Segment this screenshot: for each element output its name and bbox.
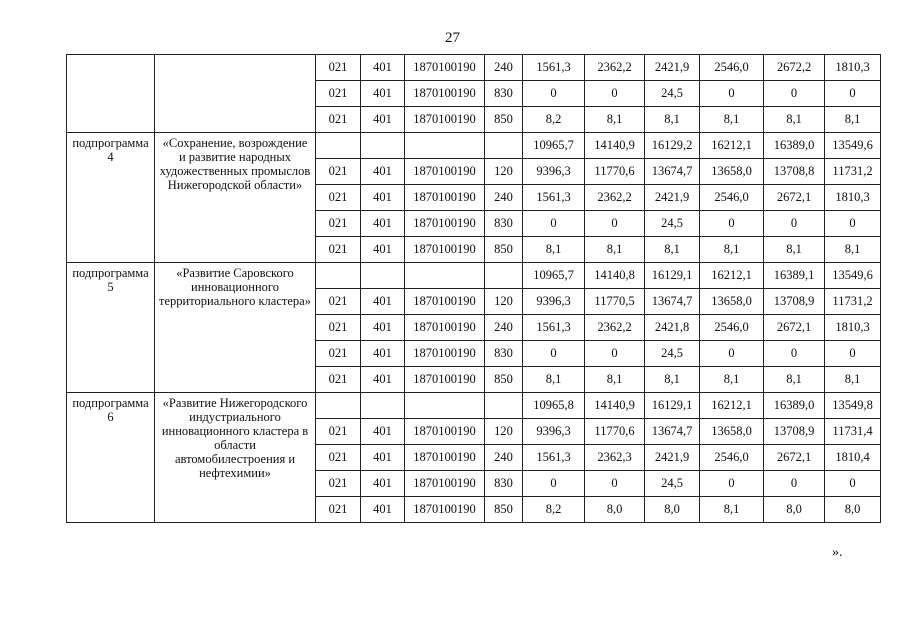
total-value-cell: 10965,8	[523, 393, 585, 419]
value-cell: 24,5	[645, 471, 700, 497]
value-cell: 24,5	[645, 81, 700, 107]
code-cell: 401	[361, 497, 405, 523]
value-cell: 2362,2	[585, 185, 645, 211]
code-cell: 021	[316, 237, 361, 263]
total-value-cell: 14140,9	[585, 133, 645, 159]
value-cell: 8,1	[645, 107, 700, 133]
code-cell: 240	[485, 55, 523, 81]
empty-cell	[361, 133, 405, 159]
value-cell: 13674,7	[645, 419, 700, 445]
code-cell: 401	[361, 445, 405, 471]
value-cell: 13658,0	[700, 419, 764, 445]
code-cell: 850	[485, 367, 523, 393]
value-cell: 11770,5	[585, 289, 645, 315]
subprogram-label: подпрограмма 4	[67, 133, 155, 263]
value-cell: 8,0	[585, 497, 645, 523]
code-cell: 401	[361, 289, 405, 315]
value-cell: 8,1	[764, 367, 825, 393]
value-cell: 11770,6	[585, 419, 645, 445]
value-cell: 0	[764, 211, 825, 237]
code-cell: 401	[361, 107, 405, 133]
table-row	[67, 55, 881, 81]
empty-cell	[361, 393, 405, 419]
value-cell: 2546,0	[700, 185, 764, 211]
value-cell: 8,2	[523, 107, 585, 133]
value-cell: 0	[825, 341, 881, 367]
value-cell: 13708,8	[764, 159, 825, 185]
code-cell: 1870100190	[405, 419, 485, 445]
empty-cell	[485, 263, 523, 289]
total-value-cell: 13549,6	[825, 263, 881, 289]
code-cell: 240	[485, 445, 523, 471]
value-cell: 2672,1	[764, 185, 825, 211]
code-cell: 401	[361, 81, 405, 107]
code-cell: 021	[316, 419, 361, 445]
code-cell: 021	[316, 81, 361, 107]
value-cell: 2362,3	[585, 445, 645, 471]
total-value-cell: 13549,8	[825, 393, 881, 419]
code-cell: 401	[361, 367, 405, 393]
value-cell: 8,0	[764, 497, 825, 523]
empty-cell	[316, 393, 361, 419]
total-value-cell: 14140,8	[585, 263, 645, 289]
value-cell: 2362,2	[585, 315, 645, 341]
value-cell: 13658,0	[700, 289, 764, 315]
value-cell: 8,1	[645, 237, 700, 263]
subprogram-name: «Развитие Саровского инновационного территориального кластера»	[155, 263, 316, 393]
value-cell: 8,2	[523, 497, 585, 523]
value-cell: 0	[585, 81, 645, 107]
value-cell: 0	[825, 81, 881, 107]
code-cell: 021	[316, 471, 361, 497]
value-cell: 8,1	[764, 237, 825, 263]
code-cell: 021	[316, 497, 361, 523]
code-cell: 240	[485, 315, 523, 341]
value-cell: 9396,3	[523, 419, 585, 445]
total-value-cell: 16389,0	[764, 133, 825, 159]
value-cell: 8,1	[585, 367, 645, 393]
value-cell: 1810,4	[825, 445, 881, 471]
value-cell: 24,5	[645, 341, 700, 367]
code-cell: 830	[485, 341, 523, 367]
code-cell: 401	[361, 315, 405, 341]
value-cell: 8,1	[825, 367, 881, 393]
code-cell: 021	[316, 159, 361, 185]
total-value-cell: 16129,2	[645, 133, 700, 159]
empty-cell	[361, 263, 405, 289]
code-cell: 401	[361, 185, 405, 211]
code-cell: 401	[361, 211, 405, 237]
code-cell: 021	[316, 367, 361, 393]
code-cell: 1870100190	[405, 367, 485, 393]
code-cell: 1870100190	[405, 107, 485, 133]
value-cell: 8,0	[825, 497, 881, 523]
subprogram-name: «Развитие Нижегородского индустриального инновационного кластера в области автомобилестроения и нефтехимии»	[155, 393, 316, 523]
code-cell: 120	[485, 159, 523, 185]
code-cell: 850	[485, 107, 523, 133]
code-cell: 401	[361, 419, 405, 445]
empty-cell	[316, 263, 361, 289]
code-cell: 401	[361, 471, 405, 497]
value-cell: 2672,1	[764, 315, 825, 341]
value-cell: 2546,0	[700, 55, 764, 81]
value-cell: 11731,2	[825, 159, 881, 185]
code-cell: 1870100190	[405, 445, 485, 471]
value-cell: 8,1	[700, 237, 764, 263]
value-cell: 2672,2	[764, 55, 825, 81]
value-cell: 1810,3	[825, 55, 881, 81]
value-cell: 8,1	[825, 237, 881, 263]
value-cell: 0	[700, 341, 764, 367]
total-value-cell: 14140,9	[585, 393, 645, 419]
code-cell: 021	[316, 445, 361, 471]
code-cell: 1870100190	[405, 185, 485, 211]
value-cell: 13658,0	[700, 159, 764, 185]
value-cell: 13708,9	[764, 419, 825, 445]
code-cell: 1870100190	[405, 159, 485, 185]
value-cell: 0	[523, 471, 585, 497]
total-value-cell: 16212,1	[700, 133, 764, 159]
value-cell: 2421,9	[645, 55, 700, 81]
value-cell: 1810,3	[825, 185, 881, 211]
value-cell: 0	[523, 341, 585, 367]
subprogram-name	[155, 55, 316, 133]
table-row-total	[67, 263, 881, 289]
total-value-cell: 16212,1	[700, 393, 764, 419]
code-cell: 021	[316, 315, 361, 341]
value-cell: 1561,3	[523, 445, 585, 471]
code-cell: 401	[361, 159, 405, 185]
empty-cell	[485, 133, 523, 159]
value-cell: 8,1	[585, 107, 645, 133]
total-value-cell: 10965,7	[523, 133, 585, 159]
value-cell: 8,1	[700, 367, 764, 393]
code-cell: 240	[485, 185, 523, 211]
value-cell: 8,1	[700, 107, 764, 133]
code-cell: 1870100190	[405, 497, 485, 523]
value-cell: 9396,3	[523, 159, 585, 185]
value-cell: 0	[825, 211, 881, 237]
value-cell: 13674,7	[645, 159, 700, 185]
total-value-cell: 16212,1	[700, 263, 764, 289]
value-cell: 0	[700, 211, 764, 237]
code-cell: 120	[485, 419, 523, 445]
code-cell: 1870100190	[405, 55, 485, 81]
value-cell: 8,1	[523, 367, 585, 393]
value-cell: 1810,3	[825, 315, 881, 341]
subprogram-label: подпрограмма 5	[67, 263, 155, 393]
value-cell: 1561,3	[523, 55, 585, 81]
subprogram-label	[67, 55, 155, 133]
value-cell: 8,1	[825, 107, 881, 133]
value-cell: 0	[523, 211, 585, 237]
empty-cell	[405, 393, 485, 419]
value-cell: 24,5	[645, 211, 700, 237]
page-number: 27	[445, 30, 460, 46]
code-cell: 830	[485, 471, 523, 497]
value-cell: 8,1	[645, 367, 700, 393]
value-cell: 0	[764, 341, 825, 367]
code-cell: 850	[485, 237, 523, 263]
code-cell: 1870100190	[405, 289, 485, 315]
code-cell: 1870100190	[405, 315, 485, 341]
value-cell: 13674,7	[645, 289, 700, 315]
empty-cell	[405, 133, 485, 159]
code-cell: 1870100190	[405, 211, 485, 237]
total-value-cell: 16389,0	[764, 393, 825, 419]
code-cell: 021	[316, 107, 361, 133]
value-cell: 8,1	[764, 107, 825, 133]
code-cell: 021	[316, 211, 361, 237]
total-value-cell: 16129,1	[645, 263, 700, 289]
value-cell: 2672,1	[764, 445, 825, 471]
table-row-total	[67, 393, 881, 419]
code-cell: 1870100190	[405, 471, 485, 497]
total-value-cell: 16389,1	[764, 263, 825, 289]
code-cell: 1870100190	[405, 341, 485, 367]
value-cell: 0	[585, 471, 645, 497]
empty-cell	[485, 393, 523, 419]
code-cell: 830	[485, 211, 523, 237]
table-row-total	[67, 133, 881, 159]
code-cell: 401	[361, 341, 405, 367]
code-cell: 1870100190	[405, 237, 485, 263]
value-cell: 8,1	[585, 237, 645, 263]
value-cell: 2421,9	[645, 185, 700, 211]
code-cell: 1870100190	[405, 81, 485, 107]
code-cell: 120	[485, 289, 523, 315]
closing-quote: ».	[832, 545, 843, 560]
value-cell: 0	[764, 81, 825, 107]
code-cell: 401	[361, 55, 405, 81]
total-value-cell: 13549,6	[825, 133, 881, 159]
value-cell: 11770,6	[585, 159, 645, 185]
subprogram-name: «Сохранение, возрождение и развитие народных художественных промыслов Нижегородской области»	[155, 133, 316, 263]
value-cell: 1561,3	[523, 185, 585, 211]
value-cell: 8,1	[523, 237, 585, 263]
code-cell: 021	[316, 185, 361, 211]
value-cell: 13708,9	[764, 289, 825, 315]
value-cell: 11731,2	[825, 289, 881, 315]
value-cell: 0	[523, 81, 585, 107]
value-cell: 8,0	[645, 497, 700, 523]
empty-cell	[316, 133, 361, 159]
code-cell: 021	[316, 289, 361, 315]
subprogram-label: подпрограмма 6	[67, 393, 155, 523]
value-cell: 0	[700, 81, 764, 107]
code-cell: 401	[361, 237, 405, 263]
value-cell: 1561,3	[523, 315, 585, 341]
value-cell: 0	[585, 341, 645, 367]
value-cell: 2421,8	[645, 315, 700, 341]
value-cell: 2362,2	[585, 55, 645, 81]
value-cell: 2546,0	[700, 445, 764, 471]
empty-cell	[405, 263, 485, 289]
value-cell: 2421,9	[645, 445, 700, 471]
value-cell: 9396,3	[523, 289, 585, 315]
code-cell: 830	[485, 81, 523, 107]
value-cell: 0	[764, 471, 825, 497]
code-cell: 850	[485, 497, 523, 523]
value-cell: 2546,0	[700, 315, 764, 341]
code-cell: 021	[316, 55, 361, 81]
value-cell: 0	[825, 471, 881, 497]
budget-table	[66, 54, 881, 523]
value-cell: 0	[585, 211, 645, 237]
total-value-cell: 16129,1	[645, 393, 700, 419]
value-cell: 0	[700, 471, 764, 497]
code-cell: 021	[316, 341, 361, 367]
value-cell: 8,1	[700, 497, 764, 523]
total-value-cell: 10965,7	[523, 263, 585, 289]
value-cell: 11731,4	[825, 419, 881, 445]
